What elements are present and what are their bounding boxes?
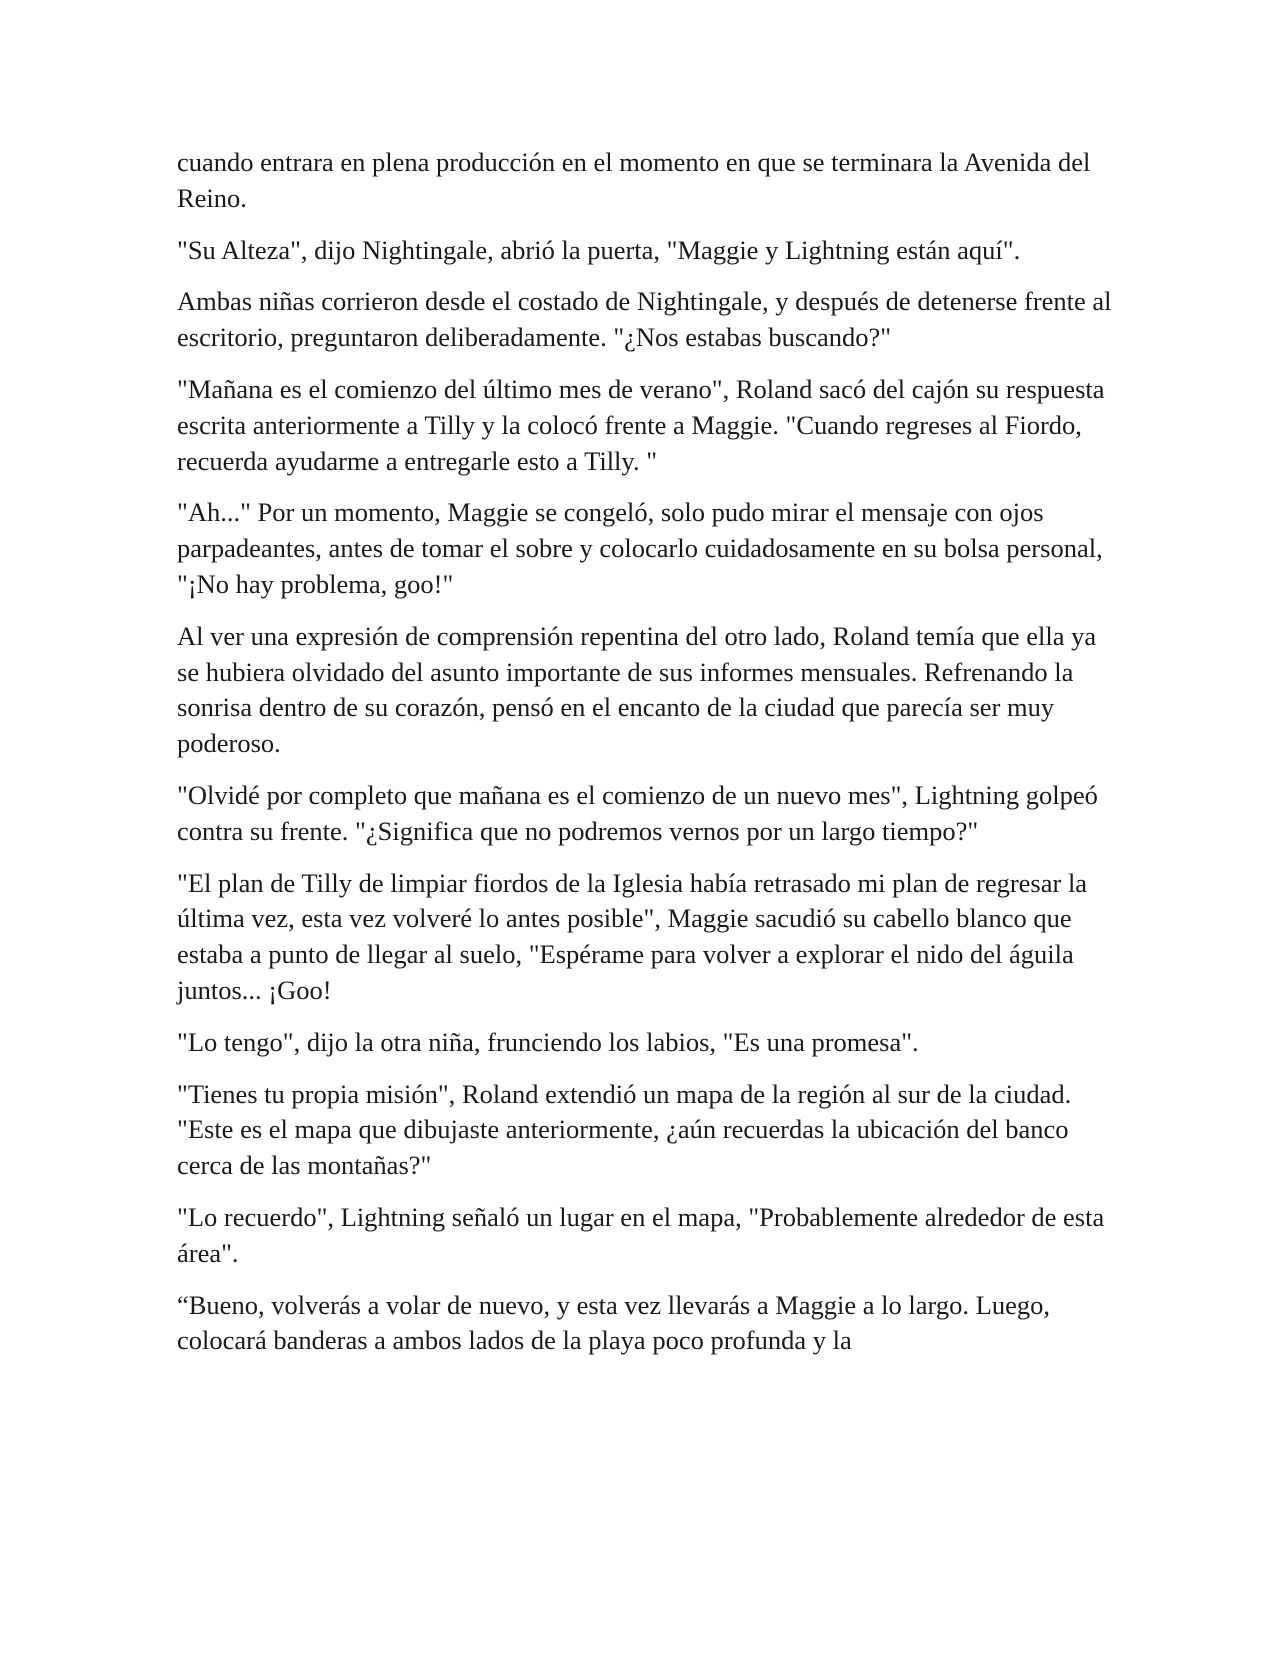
paragraph: "Olvidé por completo que mañana es el comienzo de un nuevo mes", Lightning golpeó contra su frente. "¿Significa que no podremos vernos por un largo tiempo?" <box>177 779 1098 846</box>
paragraph: "Tienes tu propia misión", Roland extendió un mapa de la región al sur de la ciudad. "Este es el mapa que dibujaste anteriormente, ¿aún recuerdas la ubicación del banco cerca de las montañas?" <box>177 1078 1072 1181</box>
document-body <box>177 145 1112 1375</box>
paragraph: "Ah..." Por un momento, Maggie se congeló, solo pudo mirar el mensaje con ojos parpadeantes, antes de tomar el sobre y colocarlo cuidadosamente en su bolsa personal, "¡No hay problema, goo!" <box>177 497 1103 599</box>
paragraph: "El plan de Tilly de limpiar fiordos de la Iglesia había retrasado mi plan de regresar la última vez, esta vez volveré lo antes posible", Maggie sacudió su cabello blanco que estaba a punto de llegar al suelo, "Espérame para volver a explorar el nido del águila juntos... ¡Goo! <box>177 867 1088 1005</box>
paragraph: cuando entrara en plena producción en el momento en que se terminara la Avenida del Reino. <box>177 147 1091 213</box>
paragraph: Ambas niñas corrieron desde el costado de Nightingale, y después de detenerse frente al escritorio, preguntaron deliberadamente. "¿Nos estabas buscando?" <box>177 286 1112 353</box>
paragraph: Al ver una expresión de comprensión repentina del otro lado, Roland temía que ella ya se hubiera olvidado del asunto importante de sus informes mensuales. Refrenando la sonrisa dentro de su corazón, pensó en el encanto de la ciudad que parecía ser muy poderoso. <box>177 620 1097 759</box>
paragraph: "Su Alteza", dijo Nightingale, abrió la puerta, "Maggie y Lightning están aquí". <box>177 234 1021 265</box>
paragraph: "Mañana es el comienzo del último mes de verano", Roland sacó del cajón su respuesta escrita anteriormente a Tilly y la colocó frente a Maggie. "Cuando regreses al Fiordo, recuerda ayudarme a entregarle esto a Tilly. " <box>177 373 1105 476</box>
paragraph: "Lo tengo", dijo la otra niña, frunciendo los labios, "Es una promesa". <box>177 1026 919 1057</box>
paragraph: “Bueno, volverás a volar de nuevo, y esta vez llevarás a Maggie a lo largo. Luego, colocará banderas a ambos lados de la playa poco profunda y la <box>177 1289 1050 1356</box>
paragraph: "Lo recuerdo", Lightning señaló un lugar en el mapa, "Probablemente alrededor de esta área". <box>177 1201 1105 1268</box>
